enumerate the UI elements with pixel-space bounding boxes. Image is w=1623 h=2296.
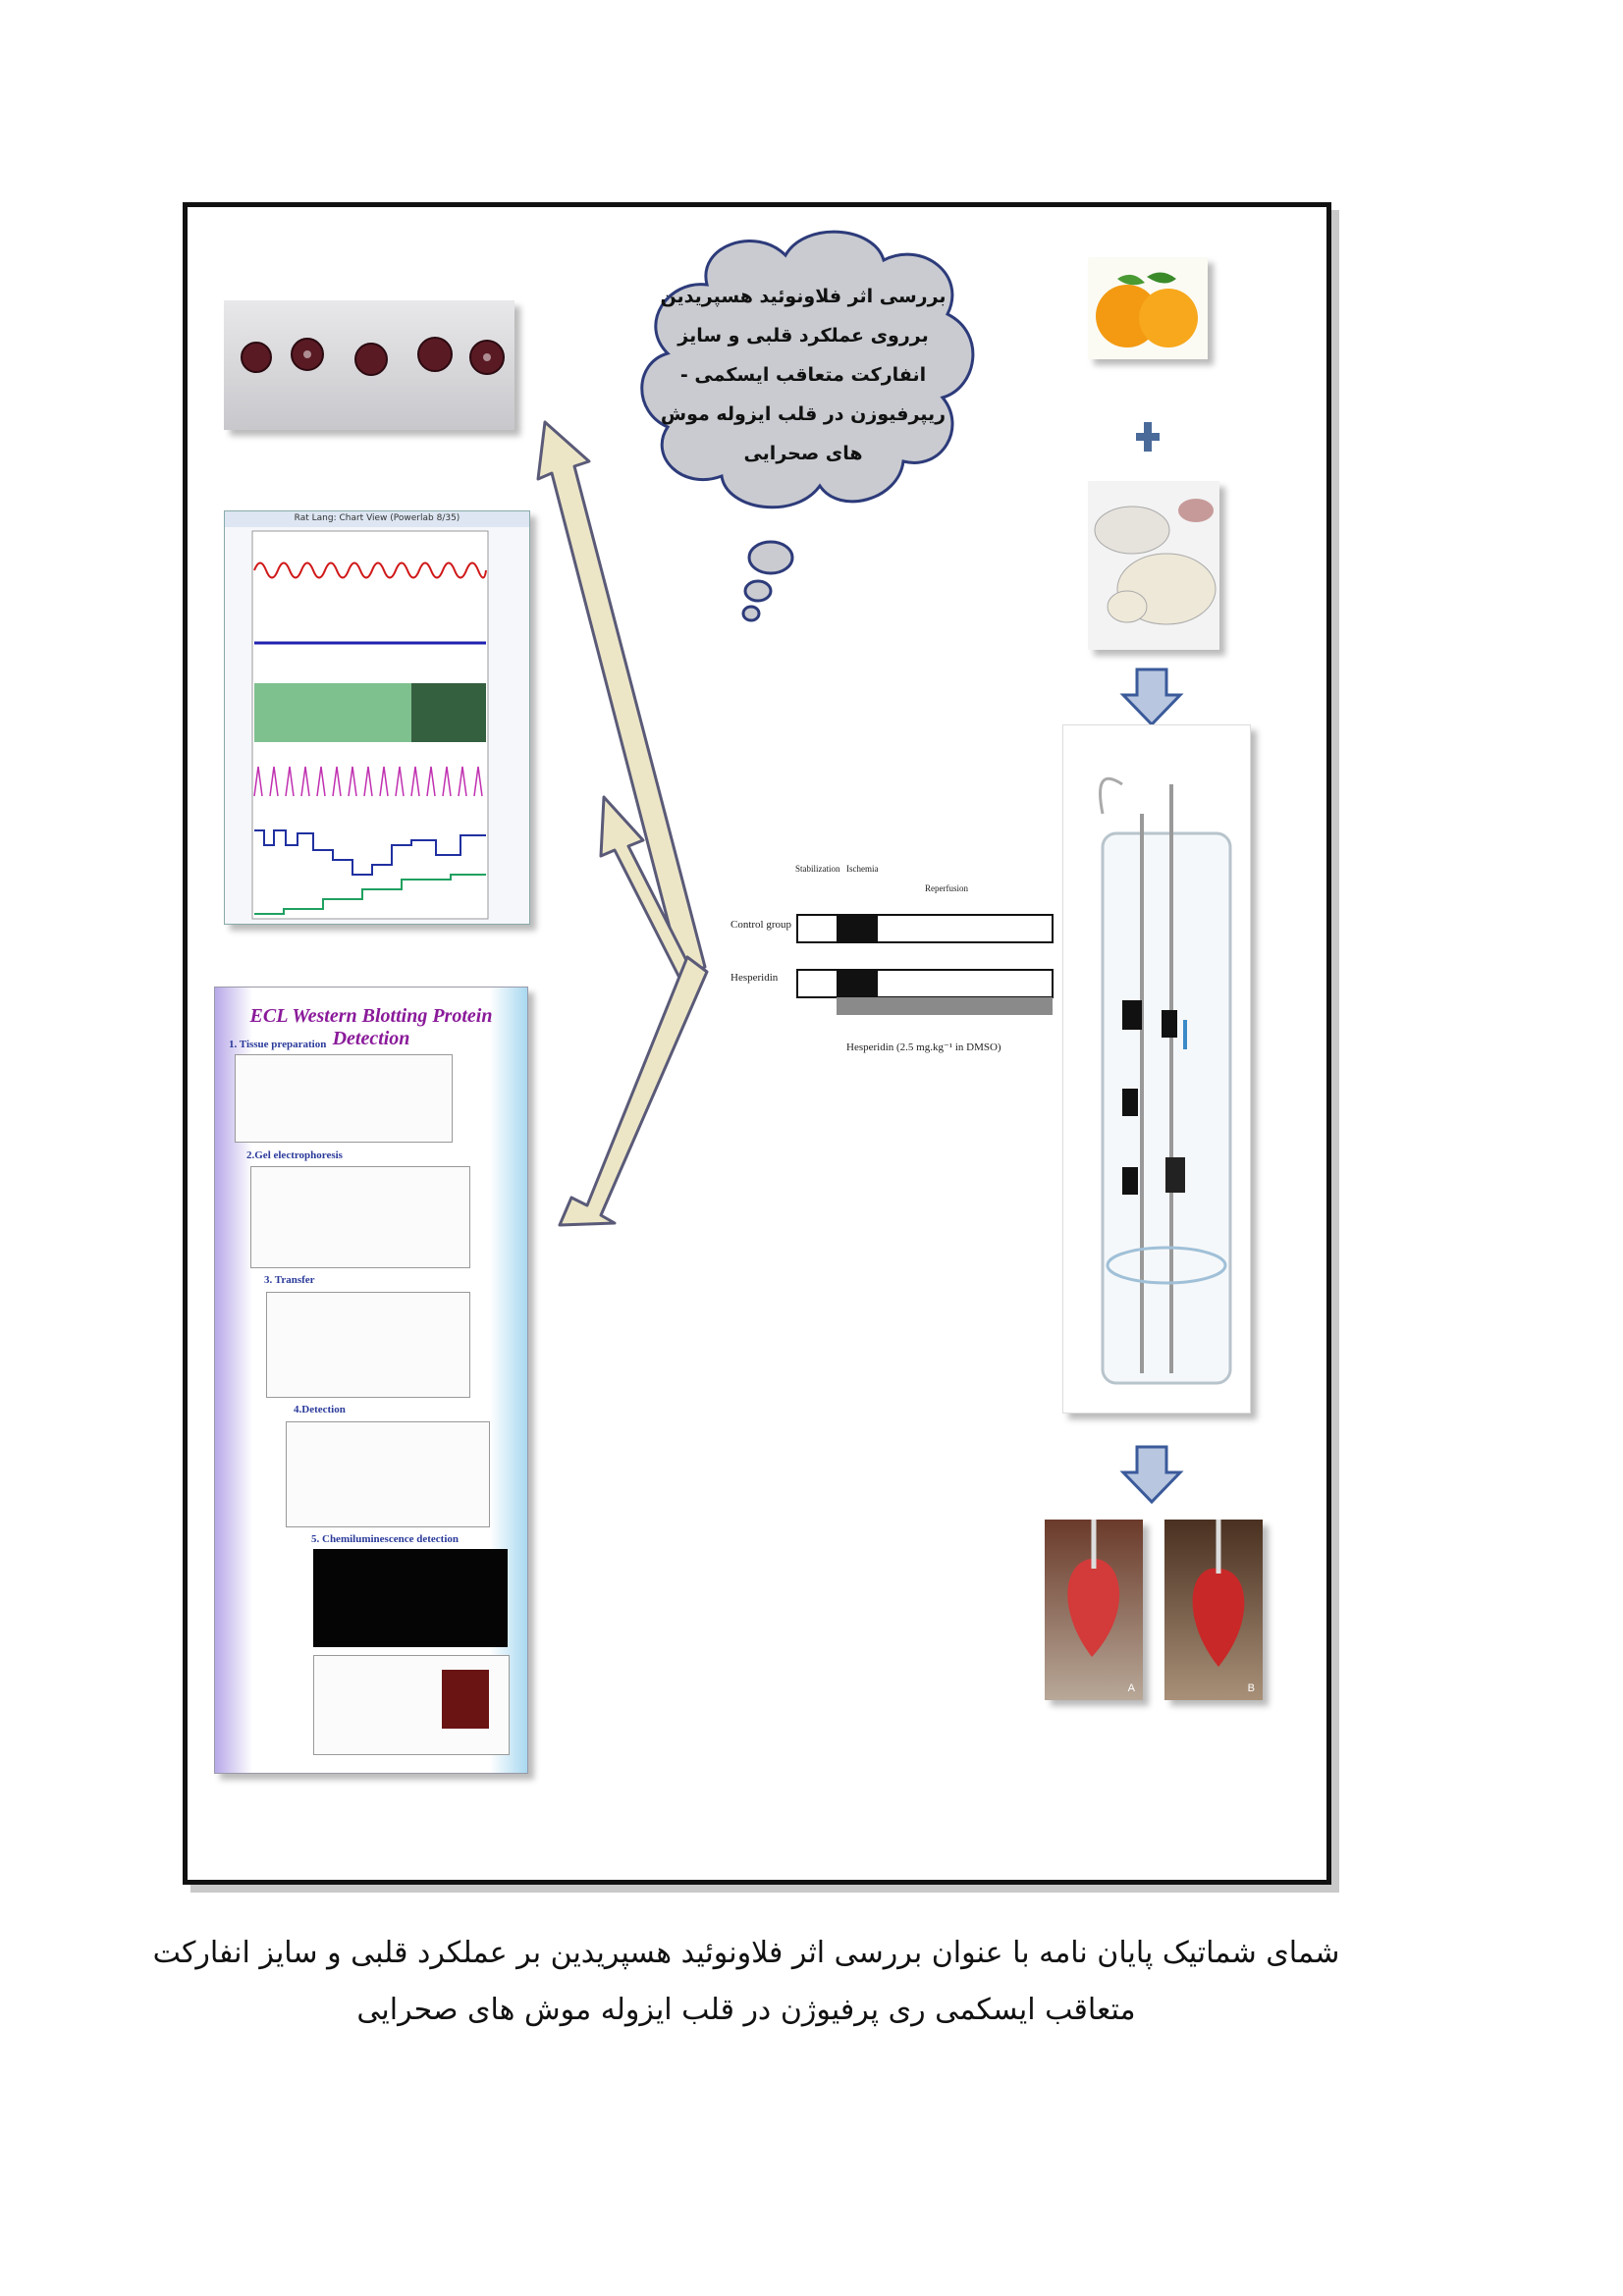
protocol-header-stabilization: Stabilization <box>795 864 840 874</box>
cloud-text: بررسی اثر فلاونوئید هسپریدین برروی عملکرد قلبی و سایز انفارکت متعاقب ایسکمی - ریپرفیوزن در قلب ایزوله موش های صحرایی <box>660 286 947 464</box>
apparatus-image <box>1063 725 1250 1413</box>
oranges-photo <box>1088 257 1208 359</box>
heart-label-a: A <box>1127 1682 1135 1694</box>
arrow-to-western-blot <box>560 957 707 1225</box>
blot-image <box>442 1670 489 1729</box>
wb-step-5: 5. Chemiluminescence detection <box>311 1533 459 1545</box>
powerlab-chart-panel <box>224 510 530 925</box>
wb-step-4-illustration <box>286 1421 490 1527</box>
protocol-row-hesperidin: Hesperidin <box>730 972 779 984</box>
wb-step-5-illustration <box>313 1549 508 1647</box>
wb-step-1: 1. Tissue preparation <box>229 1039 327 1050</box>
down-arrow-2 <box>1119 1445 1184 1504</box>
heart-slices-photo <box>224 300 514 430</box>
protocol-bars <box>795 913 1060 1031</box>
wb-step-5-detail <box>313 1655 510 1755</box>
western-blot-title: ECL Western Blotting Protein Detection <box>249 1005 493 1049</box>
wb-step-2: 2.Gel electrophoresis <box>246 1149 343 1161</box>
down-arrow-1 <box>1119 667 1184 726</box>
heart-slices-image <box>224 300 514 430</box>
heart-a-image <box>1045 1520 1143 1700</box>
protocol-header-reperfusion: Reperfusion <box>925 883 968 893</box>
wb-step-2-illustration <box>250 1166 470 1268</box>
isolated-heart-photo-b <box>1164 1520 1263 1700</box>
figure-caption-line-1: شمای شماتیک پایان نامه با عنوان بررسی اثر فلاونوئید هسپریدین بر عملکرد قلبی و سایز انفارکت <box>152 1936 1340 1970</box>
wb-step-3: 3. Transfer <box>264 1274 315 1286</box>
heart-label-b: B <box>1247 1682 1255 1694</box>
western-blot-panel <box>214 987 528 1774</box>
wb-step-3-illustration <box>266 1292 470 1398</box>
langendorff-apparatus-photo <box>1062 724 1251 1414</box>
rats-image <box>1088 481 1219 650</box>
figure-caption-line-2: متعاقب ایسکمی ری پرفیوژن در قلب ایزوله موش های صحرایی <box>356 1993 1136 2027</box>
chart-window-title: Rat Lang: Chart View (Powerlab 8/35) <box>294 513 460 523</box>
rats-photo <box>1088 481 1219 650</box>
protocol-header-ischemia: Ischemia <box>846 864 879 874</box>
heart-b-image <box>1164 1520 1263 1700</box>
protocol-drug-label: Hesperidin (2.5 mg.kg⁻¹ in DMSO) <box>846 1041 1001 1053</box>
chart-traces <box>225 511 529 924</box>
wb-step-4: 4.Detection <box>294 1404 346 1415</box>
isolated-heart-photo-a <box>1045 1520 1143 1700</box>
oranges-image <box>1088 257 1208 359</box>
plus-sign <box>1136 422 1160 452</box>
protocol-row-control: Control group <box>730 919 792 931</box>
wb-step-1-illustration <box>235 1054 453 1143</box>
